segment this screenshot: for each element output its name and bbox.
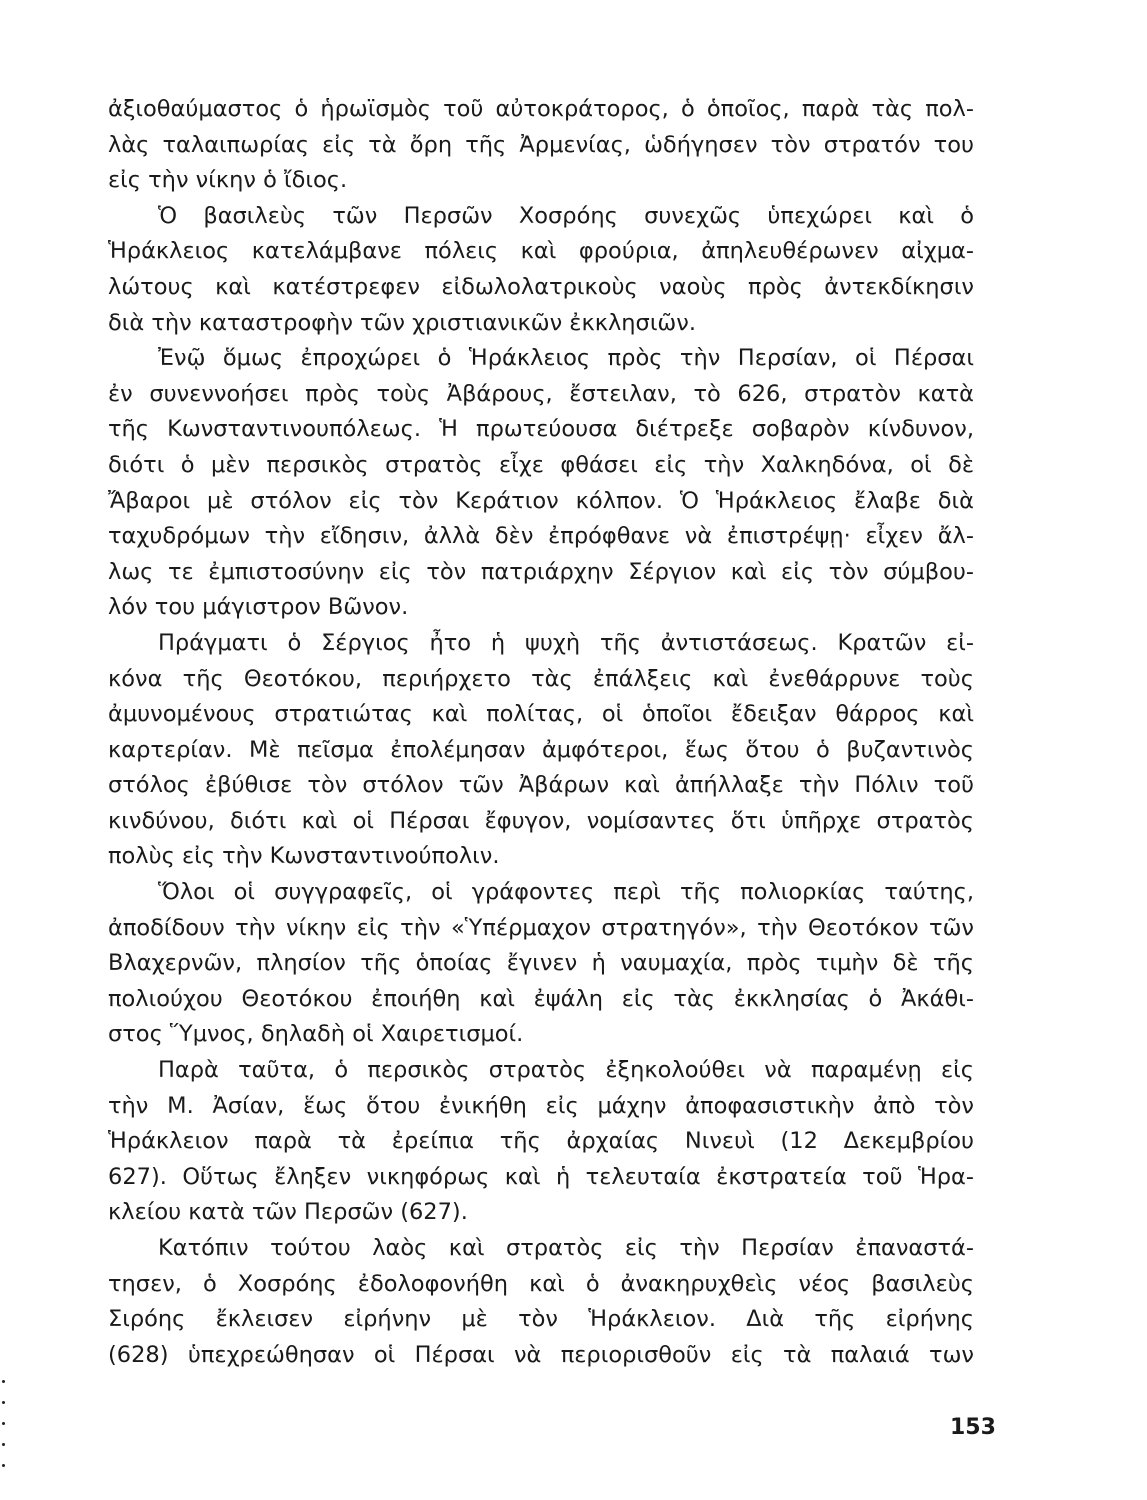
text-line: Ἄβαροι μὲ στόλον εἰς τὸν Κεράτιον κόλπον. Ὁ Ἡράκλειος ἔλαβε διὰ — [108, 487, 974, 514]
text-line: ἀποδίδουν τὴν νίκην εἰς τὴν «Ὑπέρμαχον στρατηγόν», τὴν Θεοτόκον τῶν — [108, 914, 974, 941]
text-line: διὰ τὴν καταστροφὴν τῶν χριστιανικῶν ἐκκλησιῶν. — [108, 309, 696, 336]
text-line: πολὺς εἰς τὴν Κωνσταντινούπολιν. — [108, 843, 500, 870]
text-line: (628) ὑπεχρεώθησαν οἱ Πέρσαι νὰ περιορισθοῦν εἰς τὰ παλαιά των — [108, 1341, 974, 1368]
text-line: καρτερίαν. Μὲ πεῖσμα ἐπολέμησαν ἀμφότεροι, ἕως ὅτου ὁ βυζαντινὸς — [108, 736, 974, 763]
text-line: λως τε ἐμπιστοσύνην εἰς τὸν πατριάρχην Σέργιον καὶ εἰς τὸν σύμβου- — [108, 558, 974, 585]
text-line: λόν του μάγιστρον Βῶνον. — [108, 594, 409, 621]
text-line: στόλος ἐβύθισε τὸν στόλον τῶν Ἀβάρων καὶ ἀπήλλαξε τὴν Πόλιν τοῦ — [108, 772, 974, 799]
text-line: τησεν, ὁ Χοσρόης ἐδολοφονήθη καὶ ὁ ἀνακηρυχθεὶς νέος βασιλεὺς — [108, 1270, 974, 1297]
text-line: Βλαχερνῶν, πλησίον τῆς ὁποίας ἔγινεν ἡ ναυμαχία, πρὸς τιμὴν δὲ τῆς — [108, 950, 974, 977]
text-line: ταχυδρόμων τὴν εἴδησιν, ἀλλὰ δὲν ἐπρόφθανε νὰ ἐπιστρέψῃ· εἶχεν ἄλ- — [108, 523, 974, 550]
text-line: Ἐνῷ ὅμως ἐπροχώρει ὁ Ἡράκλειος πρὸς τὴν Περσίαν, οἱ Πέρσαι — [158, 345, 974, 372]
text-line: Ἡράκλειον παρὰ τὰ ἐρείπια τῆς ἀρχαίας Νινευὶ (12 Δεκεμβρίου — [108, 1128, 974, 1155]
text-line: Ὁ βασιλεὺς τῶν Περσῶν Χοσρόης συνεχῶς ὑπεχώρει καὶ ὁ — [158, 202, 974, 229]
text-line: Πράγματι ὁ Σέργιος ἦτο ἡ ψυχὴ τῆς ἀντιστάσεως. Κρατῶν εἰ- — [158, 629, 974, 656]
text-line: στος Ὕμνος, δηλαδὴ οἱ Χαιρετισμοί. — [108, 1021, 524, 1048]
margin-marks — [2, 1380, 6, 1495]
text-line: εἰς τὴν νίκην ὁ ἴδιος. — [108, 167, 348, 194]
text-line: λὰς ταλαιπωρίας εἰς τὰ ὄρη τῆς Ἀρμενίας, ὡδήγησεν τὸν στρατόν του — [108, 131, 974, 158]
text-line: λώτους καὶ κατέστρεφεν εἰδωλολατρικοὺς ναοὺς πρὸς ἀντεκδίκησιν — [108, 273, 974, 300]
page-number: 153 — [950, 1415, 996, 1440]
text-line: τῆς Κωνσταντινουπόλεως. Ἡ πρωτεύουσα διέτρεξε σοβαρὸν κίνδυνον, — [108, 416, 974, 443]
text-line: κινδύνου, διότι καὶ οἱ Πέρσαι ἔφυγον, νομίσαντες ὅτι ὑπῆρχε στρατὸς — [108, 807, 974, 834]
text-line: Παρὰ ταῦτα, ὁ περσικὸς στρατὸς ἐξηκολούθει νὰ παραμένῃ εἰς — [158, 1057, 974, 1084]
text-line: κλείου κατὰ τῶν Περσῶν (627). — [108, 1199, 468, 1226]
text-line: Ὅλοι οἱ συγγραφεῖς, οἱ γράφοντες περὶ τῆς πολιορκίας ταύτης, — [158, 879, 974, 906]
text-line: Σιρόης ἔκλεισεν εἰρήνην μὲ τὸν Ἡράκλειον. Διὰ τῆς εἰρήνης — [108, 1306, 974, 1333]
page-body — [108, 92, 974, 1373]
text-line: Ἡράκλειος κατελάμβανε πόλεις καὶ φρούρια, ἀπηλευθέρωνεν αἰχμα- — [108, 238, 974, 265]
text-line: πολιούχου Θεοτόκου ἐποιήθη καὶ ἐψάλη εἰς τὰς ἐκκλησίας ὁ Ἀκάθι- — [108, 985, 974, 1012]
text-line: Κατόπιν τούτου λαὸς καὶ στρατὸς εἰς τὴν Περσίαν ἐπαναστά- — [158, 1235, 974, 1261]
text-line: διότι ὁ μὲν περσικὸς στρατὸς εἶχε φθάσει εἰς τὴν Χαλκηδόνα, οἱ δὲ — [108, 451, 974, 478]
text-line: κόνα τῆς Θεοτόκου, περιήρχετο τὰς ἐπάλξεις καὶ ἐνεθάρρυνε τοὺς — [108, 665, 974, 692]
text-line: ἀμυνομένους στρατιώτας καὶ πολίτας, οἱ ὁποῖοι ἔδειξαν θάρρος καὶ — [108, 701, 974, 728]
text-line: ἀξιοθαύμαστος ὁ ἡρωϊσμὸς τοῦ αὐτοκράτορος, ὁ ὁποῖος, παρὰ τὰς πολ- — [108, 96, 974, 122]
text-line: τὴν Μ. Ἀσίαν, ἕως ὅτου ἐνικήθη εἰς μάχην ἀποφασιστικὴν ἀπὸ τὸν — [108, 1092, 974, 1119]
text-line: ἐν συνεννοήσει πρὸς τοὺς Ἀβάρους, ἔστειλαν, τὸ 626, στρατὸν κατὰ — [108, 380, 974, 407]
text-line: 627). Οὕτως ἔληξεν νικηφόρως καὶ ἡ τελευταία ἐκστρατεία τοῦ Ἡρα- — [108, 1163, 974, 1190]
